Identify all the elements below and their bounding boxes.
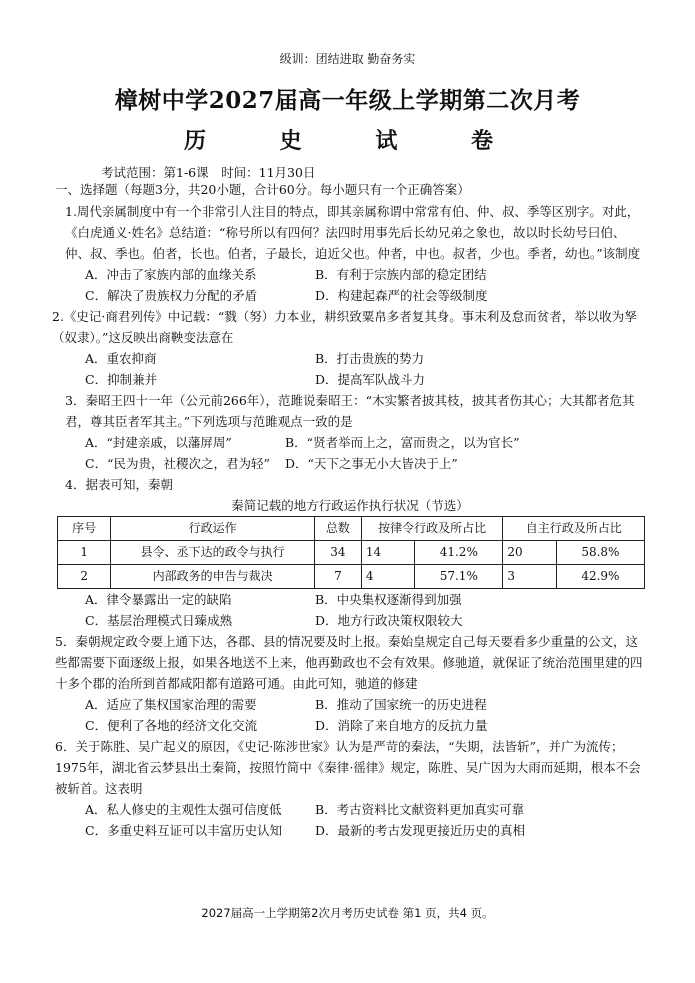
table-row: [58, 565, 645, 589]
question-stem: 4．据表可知，秦朝: [65, 477, 173, 492]
table-cell: 57.1%: [415, 565, 503, 589]
table-cell: 4: [361, 565, 414, 589]
table-cell: 34: [315, 541, 362, 565]
option-a: A．适应了集权国家治理的需要: [85, 697, 257, 712]
question-1: [55, 201, 645, 306]
question-4: [55, 474, 645, 631]
table-cell: 县令、丞下达的政令与执行: [111, 541, 315, 565]
table-cell: 3: [503, 565, 556, 589]
data-table: [57, 516, 645, 589]
question-stem: 2.《史记·商君列传》中记载：“戮（努）力本业，耕织致粟帛多者复其身。事末利及怠而贫者，举以收为孥（奴隶）。”这反映出商鞅变法意在: [52, 309, 637, 345]
question-6: [55, 736, 645, 841]
option-b: B．考古资料比文献资料更加真实可靠: [315, 802, 525, 817]
option-b: B．“贤者举而上之，富而贵之，以为官长”: [285, 435, 520, 450]
table-cell: 1: [58, 541, 111, 565]
option-c: C．“民为贵，社稷次之，君为轻”: [85, 456, 270, 471]
table-cell: 58.8%: [556, 541, 644, 565]
option-b: B．有利于宗族内部的稳定团结: [315, 267, 487, 282]
question-stem: 3．秦昭王四十一年（公元前266年），范雎说秦昭王：“木实繁者披其枝，披其者伤其心；大其都者危其君，尊其臣者军其主。”下列选项与范雎观点一致的是: [65, 393, 635, 429]
section-header: 一、选择题（每题3分，共20小题，合计60分。每小题只有一个正确答案）: [55, 182, 470, 197]
subject-title: 历 史 试 卷: [184, 128, 511, 154]
table-cell: 2: [58, 565, 111, 589]
option-a: A．冲击了家族内部的血缘关系: [85, 267, 257, 282]
table-cell: 42.9%: [556, 565, 644, 589]
option-d: D．提高军队战斗力: [315, 372, 426, 387]
option-a: A．重农抑商: [85, 351, 157, 366]
question-5: [55, 631, 645, 736]
table-header: 行政运作: [111, 517, 315, 541]
option-group: [85, 432, 645, 474]
table-header: 自主行政及所占比: [503, 517, 645, 541]
option-d: D．地方行政决策权限较大: [315, 613, 463, 628]
option-d: D．“天下之事无小大皆决于上”: [285, 456, 458, 471]
class-motto: 级训：团结进取 勤奋务实: [279, 52, 416, 66]
question-stem: 1.周代亲属制度中有一个非常引人注目的特点，即其亲属称谓中常常有伯、仲、叔、季等区别字。对此，《白虎通义·姓名》总结道：“称号所以有四何？法四时用事先后长幼兄弟之象也，故以时长幼号曰伯、仲、叔、季也。伯者，长也。伯者，子最长，迫近父也。仲者，中也。叔者，少也。季者，幼也。”该制度: [65, 204, 641, 261]
table-cell: 41.2%: [415, 541, 503, 565]
option-group: [85, 799, 645, 841]
exam-title: 樟树中学2027届高一年级上学期第二次月考: [114, 87, 581, 114]
table-header: 按律令行政及所占比: [361, 517, 503, 541]
table-header: 总数: [315, 517, 362, 541]
exam-info: 考试范围：第1-6课 时间：11月30日: [101, 165, 316, 180]
table-cell: 内部政务的申告与裁决: [111, 565, 315, 589]
option-a: A．律令暴露出一定的缺陷: [85, 592, 232, 607]
question-3: [55, 390, 645, 474]
option-c: C．抑制兼并: [85, 372, 158, 387]
table-header: 序号: [58, 517, 111, 541]
table-caption: 秦简记载的地方行政运作执行状况（节选）: [231, 498, 469, 513]
page-footer: 2027届高一上学期第2次月考历史试卷 第1 页，共4 页。: [201, 906, 494, 920]
table-cell: 20: [503, 541, 556, 565]
option-b: B．打击贵族的势力: [315, 351, 425, 366]
question-stem: 6．关于陈胜、吴广起义的原因，《史记·陈涉世家》认为是严苛的秦法，“失期，法皆斩”，并广为流传；1975年，湖北省云梦县出土秦简，按照竹简中《秦律·徭律》规定，陈胜、吴广因为大雨而延期，根本不会被斩首。这表明: [55, 739, 641, 796]
table-cell: 14: [361, 541, 414, 565]
table-header-row: [58, 517, 645, 541]
option-b: B．中央集权逐渐得到加强: [315, 592, 462, 607]
table-cell: 7: [315, 565, 362, 589]
question-list: [52, 201, 645, 841]
option-a: A．私人修史的主观性太强可信度低: [85, 802, 282, 817]
question-stem: 5．秦朝规定政令要上通下达，各郡、县的情况要及时上报。秦始皇规定自己每天要看多少重量的公文，这些都需要下面逐级上报，如果各地送不上来，他再勤政也不会有效果。修驰道，就保证了统治范围里建的四十多个郡的治所到首都咸阳都有道路可通。由此可知，驰道的修建: [55, 634, 643, 691]
question-2: [52, 306, 645, 390]
option-group: [85, 264, 645, 306]
option-b: B．推动了国家统一的历史进程: [315, 697, 487, 712]
option-c: C．便利了各地的经济文化交流: [85, 718, 258, 733]
option-d: D．最新的考古发现更接近历史的真相: [315, 823, 526, 838]
option-c: C．多重史料互证可以丰富历史认知: [85, 823, 283, 838]
option-group: [85, 589, 645, 631]
option-group: [85, 348, 645, 390]
option-a: A．“封建亲戚，以藩屏周”: [85, 435, 232, 450]
option-group: [85, 694, 645, 736]
table-row: [58, 541, 645, 565]
option-d: D．消除了来自地方的反抗力量: [315, 718, 488, 733]
option-c: C．基层治理模式日臻成熟: [85, 613, 233, 628]
option-c: C．解决了贵族权力分配的矛盾: [85, 288, 258, 303]
option-d: D．构建起森严的社会等级制度: [315, 288, 488, 303]
